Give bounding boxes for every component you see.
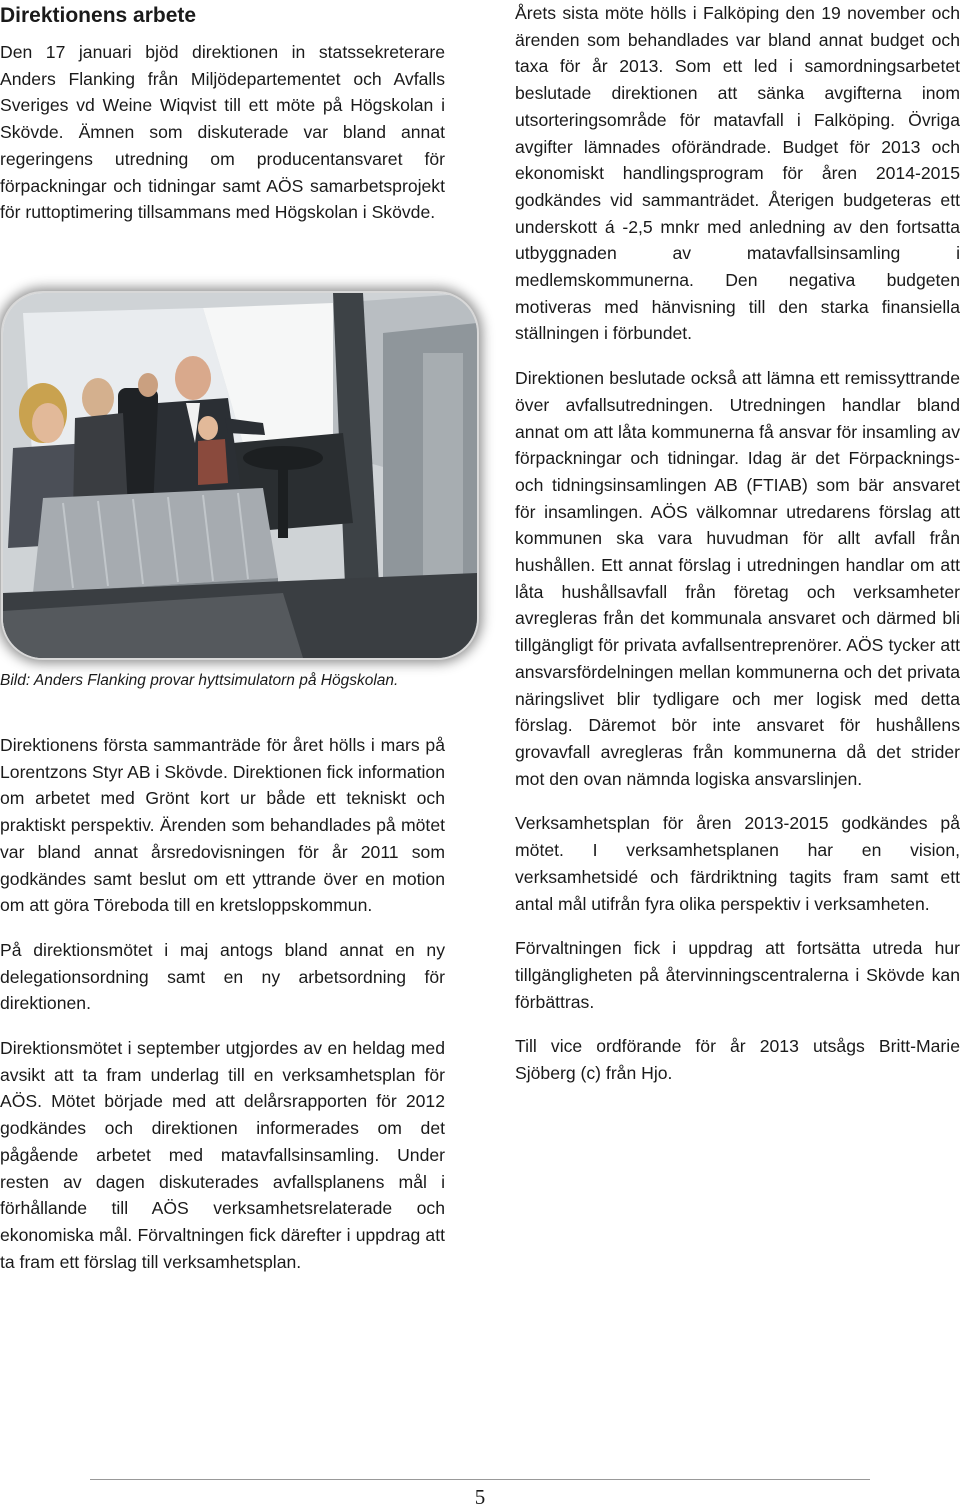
cab-simulator-photo [3, 293, 477, 658]
paragraph-atervinningscentraler: Förvaltningen fick i uppdrag att fortsätta utreda hur tillgängligheten på återvinningscentralerna i Skövde kan förbättras. [515, 938, 960, 1012]
right-column [515, 0, 960, 1087]
paragraph-vice-ordforande: Till vice ordförande för år 2013 utsågs Britt-Marie Sjöberg (c) från Hjo. [515, 1036, 960, 1084]
article-photo [3, 293, 477, 658]
paragraph-first-meeting: Direktionens första sammanträde för året hölls i mars på Lorentzons Styr AB i Skövde. Direktionen fick information om arbetet med Grönt kort ur både ett tekniskt och praktiskt perspektiv. Ärenden som behandlades på mötet var bland annat årsredovisningen för år 2011 som godkändes samt beslut om ett yttrande över en motion om att göra Töreboda till en kretsloppskommun. [0, 735, 445, 916]
paragraph-may-meeting: På direktionsmötet i maj antogs bland annat en ny delegationsordning samt en ny arbetsordning för direktionen. [0, 939, 445, 1014]
footer-divider [90, 1479, 870, 1480]
paragraph-remissyttrande: Direktionen beslutade också att lämna ett remissyttrande över avfallsutredningen. Utredningen handlar bland annat om att låta kommunerna få ansvar för insamling av förpackningar och tidningar. Idag är det Förpacknings- och tidningsinsamlingen AB (FTIAB) som bär ansvaret för insamlingen. AÖS välkomnar utredarens förslag att kommunen ska vara huvudman för allt avfall från hushållen. Ett annat förslag i utredningen handlar om att låta hushållsavfall från företag och verksamheter avregleras från det kommunala ansvaret och därmed bli tillgängligt för privata avfallsentreprenörer. AÖS tycker att ansvarsfördelningen mellan kommunerna och det privata näringslivet blir tydligare och mer logisk med detta förslag. Däremot bör inte ansvaret för hushållens grovavfall avregleras från kommunerna då det strider mot den ovan nämnda logiska ansvarslinjen. [515, 368, 960, 789]
intro-paragraph: Den 17 januari bjöd direktionen in statssekreterare Anders Flanking från Miljödepartementet och Avfalls Sveriges vd Weine Wiqvist till ett möte på Högskolan i Skövde. Ämnen som diskuterade var bland annat regeringens utredning om producentansvaret för förpackningar och tidningar samt AÖS samarbetsprojekt för ruttoptimering tillsammans med Högskolan i Skövde. [0, 42, 445, 223]
left-column-lower [0, 732, 445, 1275]
paragraph-verksamhetsplan: Verksamhetsplan för åren 2013-2015 godkändes på mötet. I verksamhetsplanen har en vision, verksamhetsidé och färdriktning tagits fram samt ett antal mål utifrån fyra olika perspektiv i verksamheten. [515, 813, 960, 914]
paragraph-september-meeting: Direktionsmötet i september utgjordes av en heldag med avsikt att ta fram underlag till en verksamhetsplan för AÖS. Mötet började med att delårsrapporten för 2012 godkändes och direktionen informerades om det pågående arbetet med matavfallsinsamling. Under resten av dagen diskuterades avfallsplanens mål i förhållande till AÖS verksamhetsrelaterade och ekonomiska mål. Förvaltningen fick därefter i uppdrag att ta fram ett förslag till verksamhetsplan. [0, 1038, 445, 1272]
photo-caption: Bild: Anders Flanking provar hyttsimulatorn på Högskolan. [0, 672, 399, 689]
paragraph-last-meeting: Årets sista möte hölls i Falköping den 19 november och ärenden som behandlades var bland annat budget och taxa för år 2013. Som ett led i samordningsarbetet beslutade direktionen att sänka avgifterna inom utsorteringsområde för matavfall i Falköping. Övriga avgifter lämnades oförändrade. Budget för 2013 och ekonomiskt handlingsprogram för åren 2014-2015 godkändes vid sammanträdet. Återigen budgeteras ett underskott á -2,5 mnkr med anledning av den fortsatta utbyggnaden av matavfallsinsamling i medlemskommunerna. Den negativa budgeten motiveras med hänvisning till den starka finansiella ställningen i förbundet. [515, 3, 960, 344]
article-heading: Direktionens arbete [0, 4, 197, 27]
left-column [0, 0, 445, 226]
page-number: 5 [474, 1485, 486, 1509]
